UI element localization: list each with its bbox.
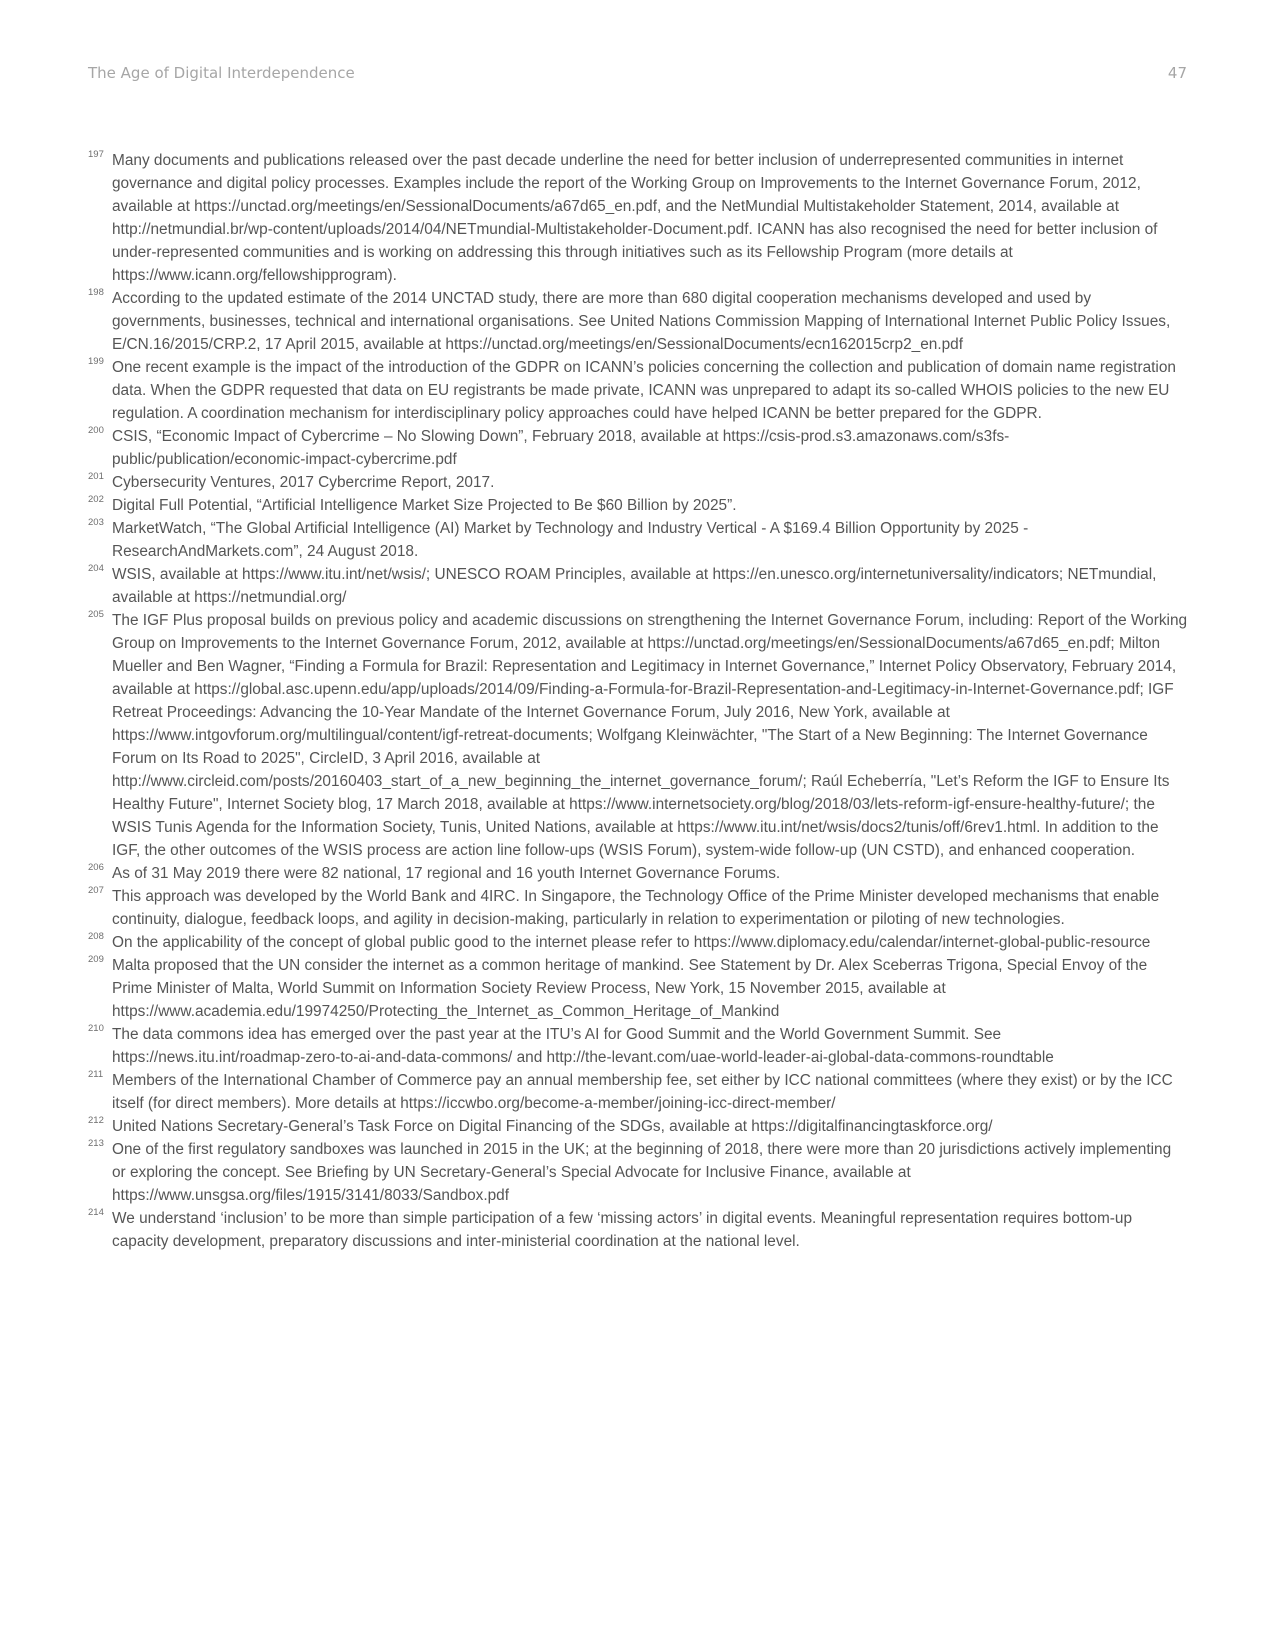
footnote (88, 287, 1188, 356)
footnote-number: 200 (88, 425, 104, 436)
footnote-number: 203 (88, 517, 104, 528)
footnote (88, 862, 1188, 885)
footnote-number: 205 (88, 609, 104, 620)
footnote-number: 213 (88, 1138, 104, 1149)
footnote-text: As of 31 May 2019 there were 82 national, 17 regional and 16 youth Internet Governance Forums. (112, 865, 781, 882)
footnote-number: 210 (88, 1023, 104, 1034)
footnote (88, 517, 1188, 563)
footnote (88, 1023, 1188, 1069)
footnote-text: CSIS, “Economic Impact of Cybercrime – No Slowing Down”, February 2018, available at https://csis-prod.s3.amazonaws.com/s3fs-public/publication/economic-impact-cybercrime.pdf (112, 428, 1010, 468)
footnote (88, 931, 1188, 954)
footnote-text: MarketWatch, “The Global Artificial Intelligence (AI) Market by Technology and Industry Vertical - A $169.4 Billion Opportunity by 2025 - ResearchAndMarkets.com”, 24 August 2018. (112, 520, 1029, 560)
footnote-text: One recent example is the impact of the introduction of the GDPR on ICANN’s policies concerning the collection and publication of domain name registration data. When the GDPR requested that data on EU registrants be made private, ICANN was unprepared to adapt its so-called WHOIS policies to the new EU regulation. A coordination mechanism for interdisciplinary policy approaches could have helped ICANN be better prepared for the GDPR. (112, 359, 1176, 422)
footnote-text: This approach was developed by the World Bank and 4IRC. In Singapore, the Technology Office of the Prime Minister developed mechanisms that enable continuity, dialogue, feedback loops, and agility in decision-making, particularly in relation to experimentation or piloting of new technologies. (112, 888, 1160, 928)
footnote-number: 199 (88, 356, 104, 367)
footnote (88, 149, 1188, 287)
footnote (88, 425, 1188, 471)
document-title: The Age of Digital Interdependence (88, 64, 355, 82)
footnote-number: 204 (88, 563, 104, 574)
footnote-list (88, 149, 1188, 1253)
footnote (88, 356, 1188, 425)
footnote-text: We understand ‘inclusion’ to be more than simple participation of a few ‘missing actors’ in digital events. Meaningful representation requires bottom-up capacity development, preparatory discussions and inter-ministerial coordination at the national level. (112, 1210, 1133, 1250)
footnote-text: The data commons idea has emerged over the past year at the ITU’s AI for Good Summit and the World Government Summit. See https://news.itu.int/roadmap-zero-to-ai-and-data-commons/ and http://the-levant.com/uae-world-leader-ai-global-data-commons-roundtable (112, 1026, 1054, 1066)
footnote (88, 471, 1188, 494)
footnote-number: 198 (88, 287, 104, 298)
footnote-text: Many documents and publications released over the past decade underline the need for better inclusion of underrepresented communities in internet governance and digital policy processes. Examples include the report of the Working Group on Improvements to the Internet Governance Forum, 2012, available at https://unctad.org/meetings/en/SessionalDocuments/a67d65_en.pdf, and the NetMundial Multistakeholder Statement, 2014, available at http://netmundial.br/wp-content/uploads/2014/04/NETmundial-Multistakeholder-Document.pdf. ICANN has also recognised the need for better inclusion of under-represented communities and is working on addressing this through initiatives such as its Fellowship Program (more details at https://www.icann.org/fellowshipprogram). (112, 152, 1158, 284)
footnote-text: Cybersecurity Ventures, 2017 Cybercrime Report, 2017. (112, 474, 495, 491)
footnote-number: 211 (88, 1069, 104, 1080)
footnote (88, 1138, 1188, 1207)
footnote-text: On the applicability of the concept of global public good to the internet please refer to https://www.diplomacy.edu/calendar/internet-global-public-resource (112, 934, 1151, 951)
footnote-text: Members of the International Chamber of Commerce pay an annual membership fee, set either by ICC national committees (where they exist) or by the ICC itself (for direct members). More details at https://iccwbo.org/become-a-member/joining-icc-direct-member/ (112, 1072, 1173, 1112)
footnote-text: One of the first regulatory sandboxes was launched in 2015 in the UK; at the beginning of 2018, there were more than 20 jurisdictions actively implementing or exploring the concept. See Briefing by UN Secretary-General’s Special Advocate for Inclusive Finance, available at https://www.unsgsa.org/files/1915/3141/8033/Sandbox.pdf (112, 1141, 1172, 1204)
footnote-text: Digital Full Potential, “Artificial Intelligence Market Size Projected to Be $60 Billion by 2025”. (112, 497, 737, 514)
footnote-text: WSIS, available at https://www.itu.int/net/wsis/; UNESCO ROAM Principles, available at https://en.unesco.org/internetuniversality/indicators; NETmundial, available at https://netmundial.org/ (112, 566, 1157, 606)
footnote-text: According to the updated estimate of the 2014 UNCTAD study, there are more than 680 digital cooperation mechanisms developed and used by governments, businesses, technical and international organisations. See United Nations Commission Mapping of International Internet Public Policy Issues, E/CN.16/2015/CRP.2, 17 April 2015, available at https://unctad.org/meetings/en/SessionalDocuments/ecn162015crp2_en.pdf (112, 290, 1171, 353)
footnote (88, 563, 1188, 609)
footnote (88, 609, 1188, 862)
footnote (88, 1207, 1188, 1253)
footnote (88, 885, 1188, 931)
running-header (88, 64, 1187, 88)
footnote (88, 954, 1188, 1023)
footnote-text: Malta proposed that the UN consider the internet as a common heritage of mankind. See Statement by Dr. Alex Sceberras Trigona, Special Envoy of the Prime Minister of Malta, World Summit on Information Society Review Process, New York, 15 November 2015, available at https://www.academia.edu/19974250/Protecting_the_Internet_as_Common_Heritage_of_Mankind (112, 957, 1148, 1020)
footnote-text: United Nations Secretary-General’s Task Force on Digital Financing of the SDGs, available at https://digitalfinancingtaskforce.org/ (112, 1118, 993, 1135)
footnote-number: 212 (88, 1115, 104, 1126)
footnote-number: 202 (88, 494, 104, 505)
footnote (88, 1115, 1188, 1138)
footnote-number: 214 (88, 1207, 104, 1218)
footnote-number: 201 (88, 471, 104, 482)
footnote-number: 209 (88, 954, 104, 965)
footnote-number: 197 (88, 149, 104, 160)
footnote-text: The IGF Plus proposal builds on previous policy and academic discussions on strengthening the Internet Governance Forum, including: Report of the Working Group on Improvements to the Internet Governance Forum, 2012, available at https://unctad.org/meetings/en/SessionalDocuments/a67d65_en.pdf; Milton Mueller and Ben Wagner, “Finding a Formula for Brazil: Representation and Legitimacy in Internet Governance,” Internet Policy Observatory, February 2014, available at https://global.asc.upenn.edu/app/uploads/2014/09/Finding-a-Formula-for-Brazil-Representation-and-Legitimacy-in-Internet-Governance.pdf; IGF Retreat Proceedings: Advancing the 10-Year Mandate of the Internet Governance Forum, July 2016, New York, available at https://www.intgovforum.org/multilingual/content/igf-retreat-documents; Wolfgang Kleinwächter, "The Start of a New Beginning: The Internet Governance Forum on Its Road to 2025", CircleID, 3 April 2016, available at http://www.circleid.com/posts/20160403_start_of_a_new_beginning_the_internet_governance_forum/; Raúl Echeberría, "Let’s Reform the IGF to Ensure Its Healthy Future", Internet Society blog, 17 March 2018, available at https://www.internetsociety.org/blog/2018/03/lets-reform-igf-ensure-healthy-future/; the WSIS Tunis Agenda for the Information Society, Tunis, United Nations, available at https://www.itu.int/net/wsis/docs2/tunis/off/6rev1.html. In addition to the IGF, the other outcomes of the WSIS process are action line follow-ups (WSIS Forum), system-wide follow-up (UN CSTD), and enhanced cooperation. (112, 612, 1188, 859)
page-number: 47 (1167, 64, 1187, 82)
footnote-number: 208 (88, 931, 104, 942)
footnote-number: 207 (88, 885, 104, 896)
footnote-number: 206 (88, 862, 104, 873)
footnote (88, 494, 1188, 517)
footnote (88, 1069, 1188, 1115)
